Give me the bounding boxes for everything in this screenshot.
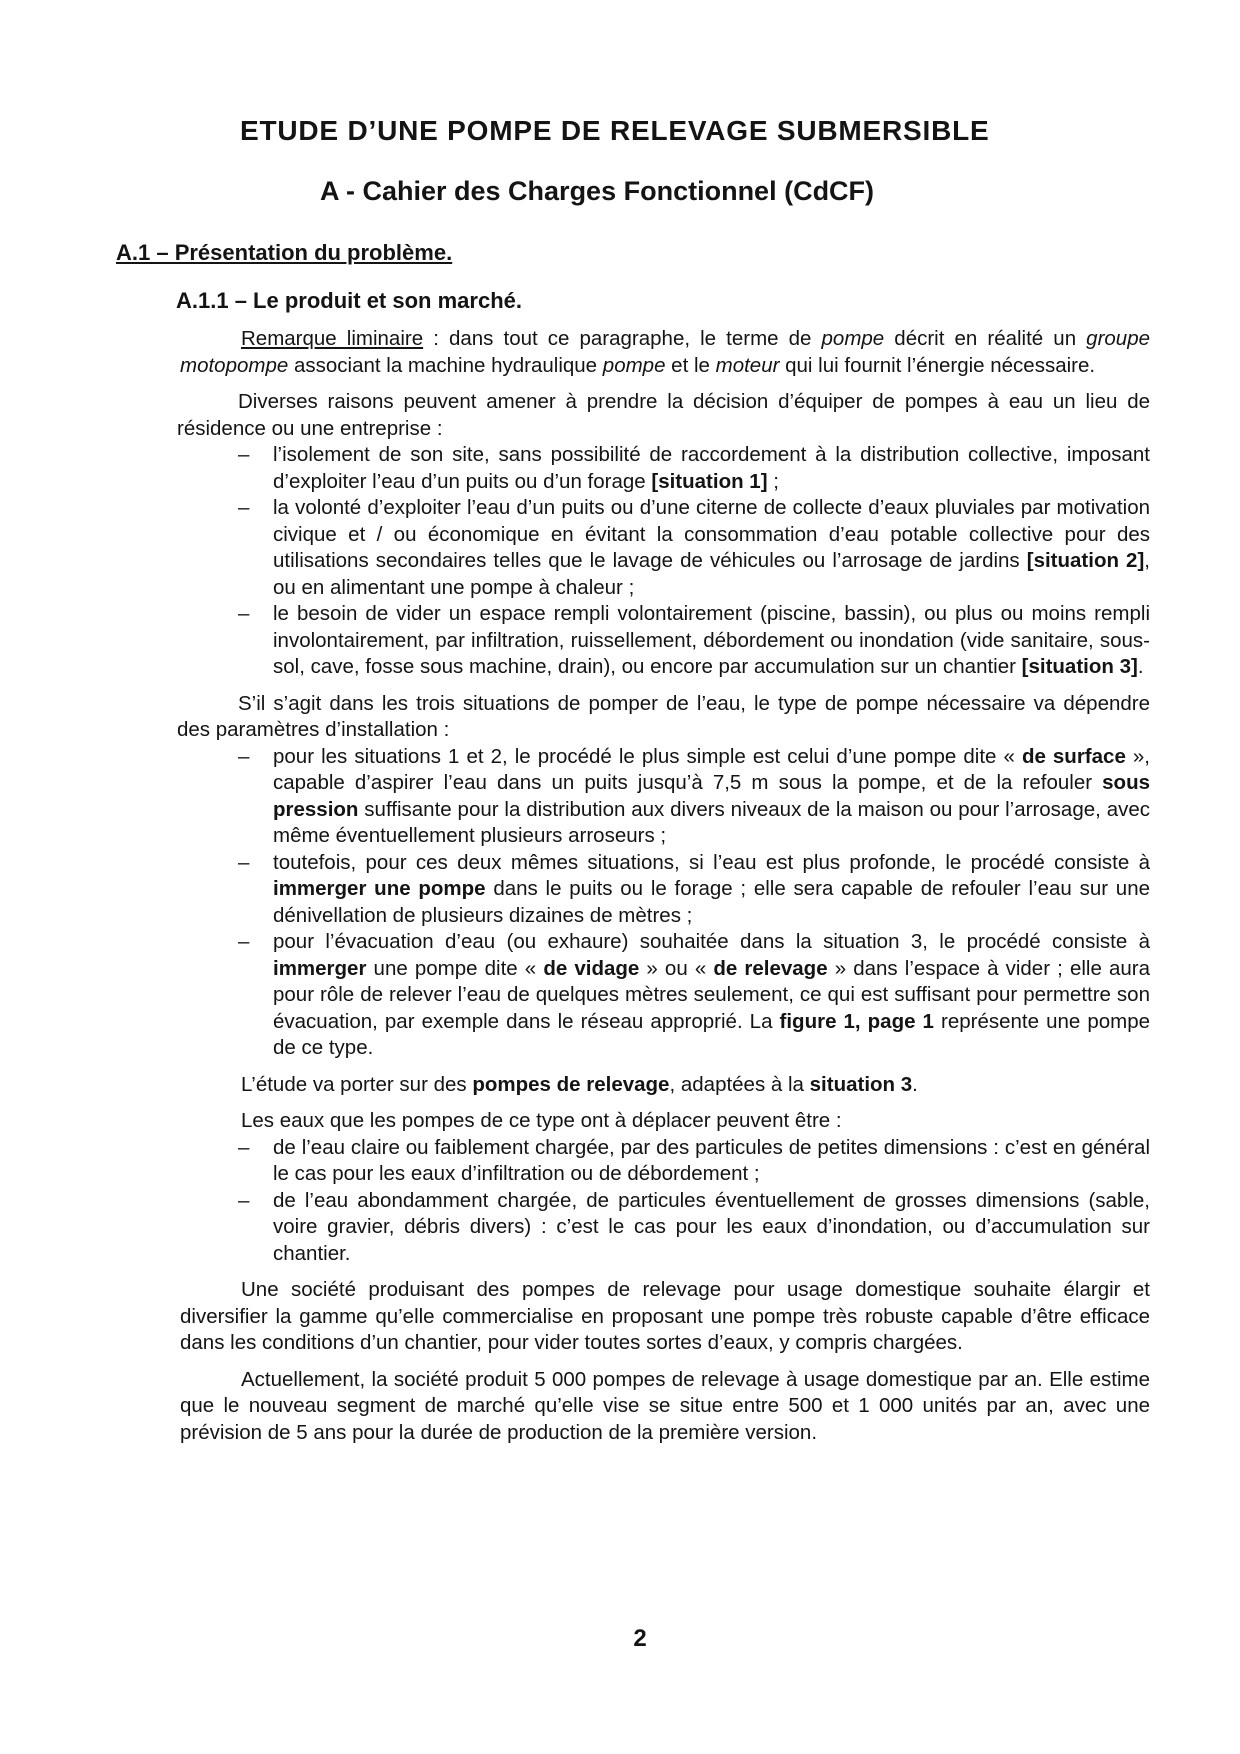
text-span: et le <box>665 353 716 377</box>
remark-label: Remarque liminaire <box>241 327 424 350</box>
list-item <box>273 495 1150 601</box>
text-span: pour les situations 1 et 2, le procédé le plus simple est celui d’une pompe dite « <box>273 744 1022 768</box>
text-span: associant la machine hydraulique <box>288 353 603 377</box>
bold-term: sous pression <box>273 771 1150 821</box>
text-span: , ou en alimentant une pompe à chaleur ; <box>273 549 1150 599</box>
italic-term: moteur <box>715 353 780 377</box>
italic-term: pompe <box>602 353 666 377</box>
bold-term: [situation 1] <box>651 469 768 493</box>
text-span: suffisante pour la distribution aux divers niveaux de la maison ou pour l’arrosage, avec même éventuellement plusieurs arroseurs ; <box>273 797 1150 847</box>
paragraph-types-pompe: S’il s’agit dans les trois situations de pomper de l’eau, le type de pompe nécessaire va dépendre des paramètres d’installation : <box>177 691 1150 741</box>
text-span: le besoin de vider un espace rempli volontairement (piscine, bassin), ou plus ou moins rempli involontairement, par infiltration, ruissellement, débordement ou inondation (vide sanitaire, sous-sol, cave, fosse sous machine, drain), ou encore par accumulation sur un chantier <box>273 602 1150 678</box>
text-span: l’isolement de son site, sans possibilité de raccordement à la distribution collective, imposant d’exploiter l’eau d’un puits ou d’un forage <box>273 443 1150 493</box>
text-span: L’étude va porter sur des <box>241 1072 473 1096</box>
situations-list <box>180 442 1150 681</box>
list-item: – de l’eau claire ou faiblement chargée, par des particules de petites dimensions : c’est en général le cas pour les eaux d’infiltration ou de débordement ; <box>273 1135 1150 1188</box>
list-item <box>273 601 1150 681</box>
text-span: » ou « <box>639 956 714 980</box>
bold-term: pompes de relevage <box>472 1072 670 1096</box>
text-span: », capable d’aspirer l’eau dans un puits jusqu’à 7,5 m sous la pompe, et de la refouler <box>273 744 1150 794</box>
text-span: la volonté d’exploiter l’eau d’un puits ou d’une citerne de collecte d’eaux pluviales par motivation civique et / ou économique en évitant la consommation d’eau potable collective pour des utilisations secondaires telles que le lavage de véhicules ou l’arrosage de jardins <box>273 496 1150 572</box>
text-span: toutefois, pour ces deux mêmes situations, si l’eau est plus profonde, le procédé consiste à <box>273 850 1150 874</box>
text-span: pour l’évacuation d’eau (ou exhaure) souhaitée dans la situation 3, le procédé consiste à <box>273 930 1150 953</box>
page-number: 2 <box>633 1625 647 1652</box>
list-item <box>273 850 1150 930</box>
bold-term: de vidage <box>543 956 640 980</box>
paragraph-remarque <box>180 326 1150 379</box>
list-item <box>273 929 1150 1062</box>
pump-types-list <box>180 744 1150 1062</box>
text-span: ; <box>767 469 779 493</box>
bold-term: figure 1, page 1 <box>779 1009 934 1033</box>
text-span: , adaptées à la <box>669 1072 810 1096</box>
text-span: une pompe dite « <box>366 956 544 980</box>
paragraph-societe: Une société produisant des pompes de relevage pour usage domestique souhaite élargir et diversifier la gamme qu’elle commercialise en proposant une pompe très robuste capable d’être efficace dans les conditions d’un chantier, pour vider toutes sortes d’eaux, y compris chargées. <box>180 1278 1150 1354</box>
bold-term: [situation 2] <box>1026 549 1145 572</box>
subsection-heading: A.1.1 – Le produit et son marché. <box>176 288 522 313</box>
text-span: dans le puits ou le forage ; elle sera capable de refouler l’eau sur une dénivellation de plusieurs dizaines de mètres ; <box>273 877 1150 927</box>
document-title: ETUDE D’UNE POMPE DE RELEVAGE SUBMERSIBLE <box>240 115 990 146</box>
text-span: qui lui fournit l’énergie nécessaire. <box>779 353 1096 377</box>
paragraph-raisons: Diverses raisons peuvent amener à prendre la décision d’équiper de pompes à eau un lieu de résidence ou une entreprise : <box>177 390 1150 440</box>
paragraph-etude <box>180 1072 1150 1099</box>
document-subtitle: A - Cahier des Charges Fonctionnel (CdCF) <box>320 176 875 206</box>
text-span: » dans l’espace à vider ; elle aura pour rôle de relever l’eau de quelques mètres seulement, ce qui est suffisant pour permettre son évacuation, par exemple dans le réseau approprié. La <box>273 956 1150 1033</box>
italic-term: groupe motopompe <box>180 327 1151 377</box>
text-span: représente une pompe de ce type. <box>273 1009 1150 1059</box>
bold-term: [situation 3] <box>1021 655 1138 678</box>
section-heading: A.1 – Présentation du problème. <box>116 240 453 265</box>
text-span: : dans tout ce paragraphe, le terme de <box>423 327 822 350</box>
bold-term: situation 3 <box>809 1072 913 1096</box>
bold-term: de relevage <box>713 956 828 980</box>
text-span: décrit en réalité un <box>884 327 1087 350</box>
water-types-list <box>180 1135 1150 1268</box>
bold-term: de surface <box>1021 744 1126 768</box>
text-span: . <box>912 1072 918 1096</box>
text-span: . <box>1137 655 1144 678</box>
italic-term: pompe <box>821 327 885 350</box>
bold-term: immerger une pompe <box>273 877 486 900</box>
paragraph-production: Actuellement, la société produit 5 000 pompes de relevage à usage domestique par an. Elle estime que le nouveau segment de marché qu’elle vise se situe entre 500 et 1 000 unités par an, avec une prévision de 5 ans pour la durée de production de la première version. <box>180 1367 1150 1444</box>
list-item <box>273 744 1150 850</box>
bold-term: immerger <box>273 956 367 980</box>
list-item: – de l’eau abondamment chargée, de particules éventuellement de grosses dimensions (sable, voire gravier, débris divers) : c’est le cas pour les eaux d’inondation, ou d’accumulation sur chantier. <box>273 1188 1150 1268</box>
list-item <box>273 442 1150 495</box>
paragraph-eaux: Les eaux que les pompes de ce type ont à déplacer peuvent être : <box>241 1109 842 1132</box>
body-text <box>177 326 1151 1446</box>
